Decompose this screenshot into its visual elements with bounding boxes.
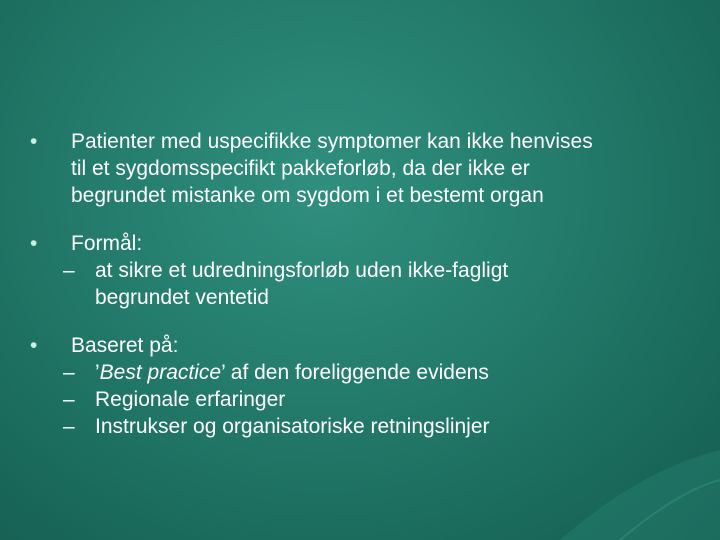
bullet-line: Patienter med uspecifikke symptomer kan ikke henvises — [71, 130, 593, 153]
sub-bullet-marker: – — [63, 415, 75, 438]
sub-bullet-line: at sikre et udredningsforløb uden ikke-fagligt — [95, 259, 509, 282]
sub-bullet-line: Regionale erfaringer — [95, 388, 286, 411]
sub-bullet-line: begrundet ventetid — [95, 286, 269, 309]
bullet-marker: • — [30, 130, 38, 153]
slide-body — [30, 128, 690, 440]
bullet-marker: • — [30, 232, 38, 255]
sub-bullet — [63, 413, 690, 440]
bullet-marker: • — [30, 334, 38, 357]
bullet-uspecifikke — [30, 128, 690, 209]
bullet-label: Baseret på: — [71, 334, 179, 357]
sub-bullet — [63, 359, 690, 386]
sub-bullet-rest: ’ af den foreliggende evidens — [221, 361, 489, 384]
emphasis-text: Best practice — [99, 361, 222, 384]
sub-bullet-marker: – — [63, 388, 75, 411]
bullet-baseret — [30, 332, 690, 440]
sub-bullet — [63, 386, 690, 413]
bullet-line: til et sygdomsspecifikt pakkeforløb, da der ikke er — [71, 157, 530, 180]
open-quote: ’ — [95, 361, 100, 384]
sub-bullet-line: Instrukser og organisatoriske retningslinjer — [95, 415, 490, 438]
bullet-formaal — [30, 230, 690, 311]
bullet-line: begrundet mistanke om sygdom i et bestemt organ — [71, 184, 544, 207]
sub-bullet-marker: – — [63, 361, 75, 384]
sub-bullet-marker: – — [63, 259, 75, 282]
bullet-label: Formål: — [71, 232, 143, 255]
sub-bullet — [63, 257, 690, 311]
sub-bullet-line — [95, 359, 690, 386]
